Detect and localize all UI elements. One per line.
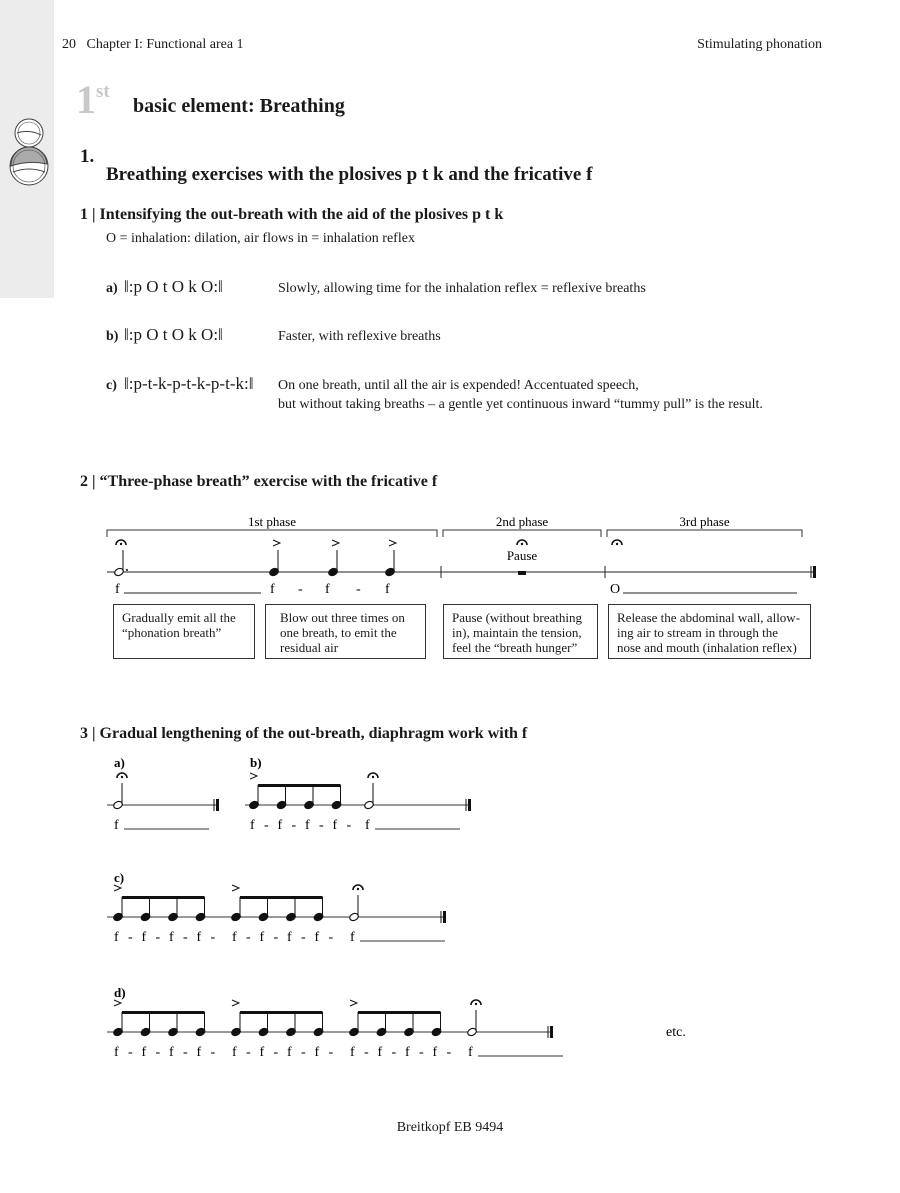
beam	[240, 896, 323, 899]
syllable: f	[468, 1045, 473, 1060]
accent-icon	[273, 540, 280, 546]
syllable: -	[298, 582, 303, 597]
dash: -	[364, 1045, 369, 1060]
dash: -	[301, 930, 306, 945]
item-label: a)	[106, 281, 118, 296]
syllable: f	[232, 1045, 237, 1060]
phase-label: 3rd phase	[679, 514, 730, 529]
repeat-pattern	[124, 374, 253, 394]
header-left	[62, 37, 244, 53]
syllable: f	[250, 818, 255, 833]
dash: -	[210, 930, 216, 945]
dash: -	[128, 930, 133, 945]
chapter-title: Chapter I: Functional area 1	[86, 37, 244, 52]
repeat-start-icon: ‖:	[124, 374, 134, 393]
exercise-2-heading: 2 | “Three-phase breath” exercise with the fricative f	[80, 473, 438, 490]
syllable: f	[259, 930, 265, 945]
syllable: f	[169, 1045, 174, 1060]
element-ordinal	[76, 77, 110, 122]
dash: -	[346, 818, 352, 833]
dash: -	[319, 818, 324, 833]
dash: -	[183, 1045, 188, 1060]
dot	[126, 569, 128, 571]
pause-label: Pause	[506, 548, 538, 563]
final-barline	[468, 799, 471, 811]
syllable: O	[610, 582, 621, 597]
accent-icon	[389, 540, 396, 546]
syllable: f	[141, 930, 147, 945]
dash: -	[246, 1045, 251, 1060]
dash: -	[291, 818, 297, 833]
syllable: f	[259, 1045, 265, 1060]
phase-box-4: Release the abdominal wall, allow-ing air to stream in through the nose and mouth (inhalation reflex)	[608, 604, 811, 659]
repeat-start-icon: ‖:	[124, 325, 134, 344]
item-label: c)	[106, 378, 117, 393]
syllable: f	[232, 930, 237, 945]
dash: -	[128, 1045, 133, 1060]
syllable: f	[365, 818, 370, 833]
beam	[258, 784, 341, 787]
syllable: f	[350, 1045, 355, 1060]
element-title: basic element: Breathing	[133, 95, 345, 117]
phase-box-3: Pause (without breathing in), maintain the tension, feel the “breath hunger”	[443, 604, 598, 659]
three-phase-notation	[0, 500, 900, 600]
variant-label: b)	[250, 755, 262, 770]
repeat-pattern	[124, 277, 223, 297]
pattern-text: p O t O k O	[133, 277, 214, 296]
ordinal-suffix: st	[96, 81, 110, 102]
phase-label: 1st phase	[247, 514, 297, 529]
rest-icon	[518, 571, 526, 575]
pattern-text: p-t-k-p-t-k-p-t-k	[133, 374, 244, 393]
dash: -	[264, 818, 269, 833]
final-barline	[813, 566, 816, 578]
fermata-dot	[475, 1003, 477, 1005]
syllable: f	[114, 930, 119, 945]
beam	[122, 896, 205, 899]
part-title: Breathing exercises with the plosives p t k and the fricative f	[106, 164, 593, 185]
footer-publisher: Breitkopf EB 9494	[396, 1120, 504, 1135]
dash: -	[301, 1045, 306, 1060]
syllable: f	[305, 818, 310, 833]
syllable: f	[385, 582, 390, 597]
fermata-dot	[121, 776, 123, 778]
syllable: -	[356, 582, 361, 597]
exercise-3-heading: 3 | Gradual lengthening of the out-breath, diaphragm work with f	[80, 725, 528, 742]
final-barline	[216, 799, 219, 811]
dash: -	[328, 1045, 334, 1060]
repeat-end-icon: :‖	[243, 374, 254, 393]
phase-label: 2nd phase	[495, 514, 549, 529]
dash: -	[210, 1045, 216, 1060]
fermata-dot	[616, 543, 618, 545]
exercise-1-note: O = inhalation: dilation, air flows in = inhalation reflex	[106, 231, 415, 246]
syllable: f	[314, 930, 320, 945]
syllable: f	[287, 1045, 292, 1060]
beam	[122, 1011, 205, 1014]
syllable: f	[114, 818, 119, 833]
syllable: f	[270, 582, 275, 597]
fermata-dot	[120, 543, 122, 545]
accent-icon	[332, 540, 339, 546]
accent-icon	[114, 1000, 121, 1006]
accent-icon	[250, 773, 257, 779]
section-title: Stimulating phonation	[697, 37, 822, 52]
part-number: 1.	[80, 146, 95, 167]
item-label: b)	[106, 329, 119, 344]
item-description: Faster, with reflexive breaths	[278, 329, 441, 344]
fermata-dot	[372, 776, 374, 778]
page-number: 20	[62, 37, 76, 52]
item-description: On one breath, until all the air is expended! Accentuated speech,	[278, 378, 639, 393]
dash: -	[328, 930, 334, 945]
etc-label: etc.	[666, 1025, 686, 1040]
beam	[240, 1011, 323, 1014]
repeat-end-icon: :‖	[213, 325, 223, 344]
syllable: f	[196, 930, 202, 945]
item-description: Slowly, allowing time for the inhalation reflex = reflexive breaths	[278, 281, 646, 296]
syllable: f	[325, 582, 330, 597]
repeat-end-icon: :‖	[213, 277, 223, 296]
final-barline	[550, 1026, 553, 1038]
item-description-2: but without taking breaths – a gentle yet continuous inward “tummy pull” is the result.	[278, 397, 763, 412]
fermata-dot	[357, 888, 359, 890]
syllable: f	[141, 1045, 147, 1060]
dash: -	[155, 1045, 161, 1060]
syllable: f	[196, 1045, 202, 1060]
final-barline	[443, 911, 446, 923]
syllable: f	[114, 1045, 119, 1060]
dash: -	[446, 1045, 452, 1060]
syllable: f	[287, 930, 292, 945]
dash: -	[391, 1045, 397, 1060]
syllable: f	[115, 582, 120, 597]
fermata-dot	[521, 543, 523, 545]
syllable: f	[350, 930, 355, 945]
phase-bracket	[443, 530, 601, 537]
syllable: f	[277, 818, 283, 833]
pattern-text: p O t O k O	[133, 325, 214, 344]
lengthening-notation	[0, 740, 900, 1070]
dash: -	[246, 930, 251, 945]
accent-icon	[232, 1000, 239, 1006]
accent-icon	[350, 1000, 357, 1006]
dash: -	[155, 930, 161, 945]
variant-label: d)	[114, 985, 126, 1000]
phase-box-2: Blow out three times on one breath, to emit the residual air	[265, 604, 426, 659]
phase-bracket	[107, 530, 437, 537]
accent-icon	[114, 885, 121, 891]
ordinal-number: 1	[76, 77, 96, 122]
dash: -	[419, 1045, 424, 1060]
dash: -	[273, 930, 279, 945]
exercise-1-heading: 1 | Intensifying the out-breath with the aid of the plosives p t k	[80, 206, 504, 223]
beam	[358, 1011, 441, 1014]
phase-bracket	[607, 530, 802, 537]
syllable: f	[377, 1045, 383, 1060]
repeat-start-icon: ‖:	[124, 277, 134, 296]
breathing-logo-icon	[7, 116, 51, 188]
syllable: f	[169, 930, 174, 945]
accent-icon	[232, 885, 239, 891]
variant-label: a)	[114, 755, 125, 770]
repeat-pattern	[124, 325, 223, 345]
variant-label: c)	[114, 870, 125, 885]
syllable: f	[332, 818, 338, 833]
syllable: f	[432, 1045, 438, 1060]
dash: -	[273, 1045, 279, 1060]
phase-box-1: Gradually emit all the “phonation breath”	[113, 604, 255, 659]
syllable: f	[314, 1045, 320, 1060]
syllable: f	[405, 1045, 410, 1060]
dash: -	[183, 930, 188, 945]
